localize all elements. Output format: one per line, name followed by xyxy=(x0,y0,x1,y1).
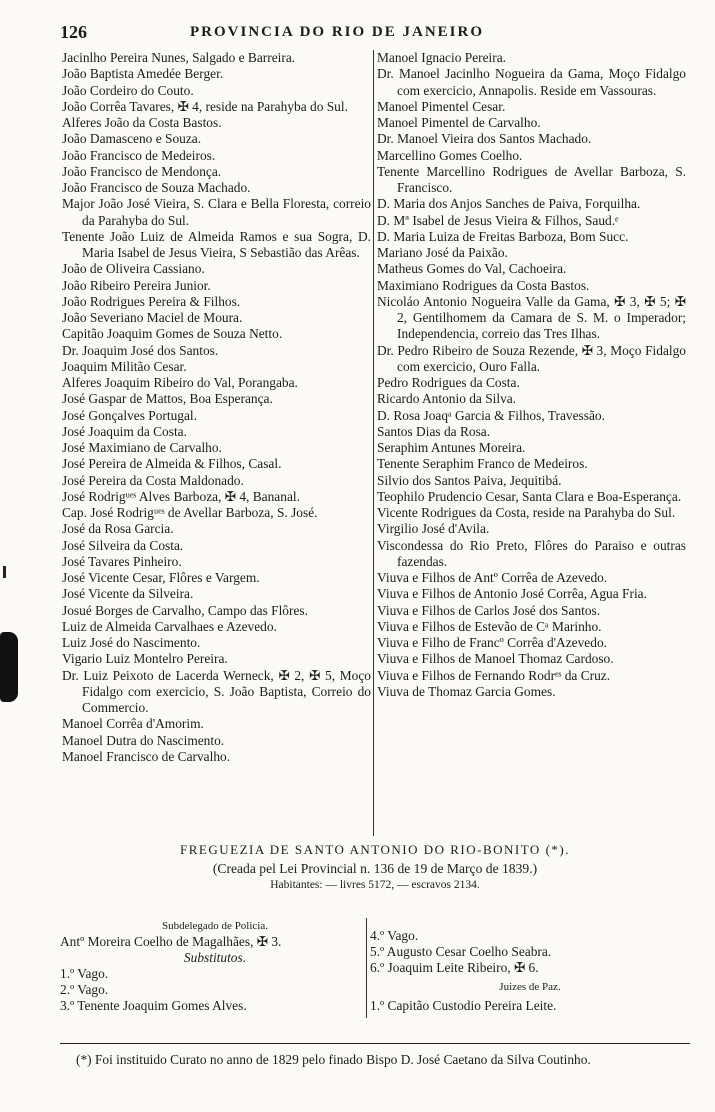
column-divider xyxy=(373,50,374,836)
list-item: José Joaquim da Costa. xyxy=(62,423,187,439)
list-item: 2.º Vago. xyxy=(60,982,109,997)
list-item: 1.º Vago. xyxy=(60,966,109,981)
list-item: Dr. Pedro Ribeiro de Souza Rezende, ✠ 3, Moço Fidalgo com exercicio, Ouro Falla. xyxy=(377,342,686,374)
page-header xyxy=(60,22,690,44)
list-item: João Francisco de Souza Machado. xyxy=(62,180,251,195)
list-item: Manoel Pimentel Cesar. xyxy=(377,98,506,114)
list-item: Dr. Manoel Jacinlho Nogueira da Gama, Moço Fidalgo com exercicio, Annapolis. Reside em Vassouras. xyxy=(377,66,686,98)
list-item: Mariano José da Paixão. xyxy=(377,245,508,260)
list-item: D. Maria Luiza de Freitas Barboza, Bom Succ. xyxy=(377,228,629,244)
list-item: D. Rosa Joaqᵃ Garcia & Filhos, Travessão. xyxy=(377,407,605,423)
list-item: Viuva e Filhos de Carlos José dos Santos. xyxy=(377,602,601,618)
list-item: 3.º Tenente Joaquim Gomes Alves. xyxy=(60,998,247,1013)
list-item: Viuva e Filhos de Antonio José Corrêa, Agua Fria. xyxy=(377,586,647,602)
list-item: Luiz de Almeida Carvalhaes e Azevedo. xyxy=(62,618,277,634)
list-item: Manoel Francisco de Carvalho. xyxy=(62,748,231,764)
list-item: Alferes Joaquim Ribeiro do Val, Porangaba. xyxy=(62,375,298,390)
list-item: Ricardo Antonio da Silva. xyxy=(377,391,517,407)
right-column xyxy=(377,50,686,700)
list-item: João Severiano Maciel de Moura. xyxy=(62,310,243,325)
list-item: 1.º Capitão Custodio Pereira Leite. xyxy=(370,998,557,1013)
list-item: Viuva de Thomaz Garcia Gomes. xyxy=(377,683,556,699)
list-item: Cap. José Rodrigᵘᵉˢ de Avellar Barboza, S. José. xyxy=(62,505,318,520)
list-item: Vigario Luiz Montelro Pereira. xyxy=(62,651,228,667)
list-item: Luiz José do Nascimento. xyxy=(62,635,201,650)
list-item: João Damasceno e Souza. xyxy=(62,131,202,147)
binding-shadow xyxy=(0,632,18,702)
footnote-rule xyxy=(60,1043,690,1044)
footnote: (*) Foi instituido Curato no anno de 1829 pelo finado Bispo D. José Caetano da Silva Coutinho. xyxy=(76,1052,591,1067)
list-item: Seraphim Antunes Moreira. xyxy=(377,440,526,455)
subdelegado-heading: Subdelegado de Policia. xyxy=(161,920,268,932)
list-item: Tenente Marcellino Rodrigues de Avellar Barboza, S. Francisco. xyxy=(377,163,686,195)
list-item: José Pereira de Almeida & Filhos, Casal. xyxy=(62,456,282,472)
list-item: Manoel Dutra do Nascimento. xyxy=(62,732,225,748)
list-item: Silvio dos Santos Paiva, Jequitibá. xyxy=(377,472,562,488)
list-item: Manoel Ignacio Pereira. xyxy=(377,50,507,65)
list-item: José Tavares Pinheiro. xyxy=(62,553,182,569)
list-item: 4.º Vago. xyxy=(370,928,419,943)
list-item: Maximiano Rodrigues da Costa Bastos. xyxy=(377,277,590,293)
list-item: José Gaspar de Mattos, Boa Esperança. xyxy=(62,391,273,407)
officials-left xyxy=(60,918,370,1014)
left-column xyxy=(62,50,371,765)
list-item: José Vicente Cesar, Flôres e Vargem. xyxy=(62,570,260,585)
list-item: João de Oliveira Cassiano. xyxy=(62,261,205,277)
list-item: Josué Borges de Carvalho, Campo das Flôres. xyxy=(62,602,308,618)
list-item: Viuva e Filhos de Estevão de Cᵃ Marinho. xyxy=(377,618,602,634)
list-item: Alferes João da Costa Bastos. xyxy=(62,115,222,130)
section-header xyxy=(60,842,690,891)
list-item: José Rodrigᵘᵉˢ Alves Barboza, ✠ 4, Bananal. xyxy=(62,488,300,504)
list-item: José Gonçalves Portugal. xyxy=(62,407,197,423)
list-item: Dr. Joaquim José dos Santos. xyxy=(62,342,219,358)
list-item: João Corrêa Tavares, ✠ 4, reside na Parahyba do Sul. xyxy=(62,98,348,114)
list-item: Matheus Gomes do Val, Cachoeira. xyxy=(377,261,567,277)
list-item: Santos Dias da Rosa. xyxy=(377,423,491,439)
list-item: Virgilio José d'Avila. xyxy=(377,521,490,537)
list-item: Marcellino Gomes Coelho. xyxy=(377,147,523,163)
list-item: Pedro Rodrigues da Costa. xyxy=(377,375,520,390)
list-item: João Ribeiro Pereira Junior. xyxy=(62,277,211,293)
officials-right xyxy=(370,918,690,1014)
list-item: Teophilo Prudencio Cesar, Santa Clara e Boa-Esperança. xyxy=(377,488,682,504)
list-item: D. Maria dos Anjos Sanches de Paiva, Forquilha. xyxy=(377,196,641,212)
margin-mark xyxy=(3,566,6,578)
list-item: Viuva e Filho de Francº Corrêa d'Azevedo. xyxy=(377,635,607,650)
list-item: Major João José Vieira, S. Clara e Bella Floresta, correio da Parahyba do Sul. xyxy=(62,196,371,228)
list-item: José Pereira da Costa Maldonado. xyxy=(62,472,244,488)
section-inhabitants: Habitantes: — livres 5172, — escravos 2134. xyxy=(270,879,480,891)
list-item: João Rodrigues Pereira & Filhos. xyxy=(62,293,241,309)
list-item: João Francisco de Mendonça. xyxy=(62,163,222,179)
list-item: Viuva e Filhos de Antº Corrêa de Azevedo. xyxy=(377,570,608,585)
officials-divider xyxy=(366,918,367,1018)
list-item: Capitão Joaquim Gomes de Souza Netto. xyxy=(62,326,283,342)
list-item: Viuva e Filhos de Fernando Rodrᵉˢ da Cruz. xyxy=(377,667,611,683)
list-item: D. Mª Isabel de Jesus Vieira & Filhos, Saud.ᵉ xyxy=(377,212,619,228)
subdelegado-entry: Antº Moreira Coelho de Magalhães, ✠ 3. xyxy=(60,934,282,949)
substitutos-heading: Substitutos. xyxy=(183,950,247,965)
list-item: Tenente João Luiz de Almeida Ramos e sua Sogra, D. Maria Isabel de Jesus Vieira, S Sebastião das Arêas. xyxy=(62,228,371,260)
list-item: Vicente Rodrigues da Costa, reside na Parahyba do Sul. xyxy=(377,505,676,520)
list-item: Dr. Luiz Peixoto de Lacerda Werneck, ✠ 2, ✠ 5, Moço Fidalgo com exercicio, S. João Baptista, Correio do Commercio. xyxy=(62,667,371,715)
list-item: José Maximiano de Carvalho. xyxy=(62,440,222,455)
list-item: João Francisco de Medeiros. xyxy=(62,147,216,163)
list-item: João Baptista Amedée Berger. xyxy=(62,66,224,82)
list-item: José Silveira da Costa. xyxy=(62,537,184,553)
page-number: 126 xyxy=(60,22,87,42)
running-title: PROVINCIA DO RIO DE JANEIRO xyxy=(190,24,485,40)
list-item: Manoel Pimentel de Carvalho. xyxy=(377,115,541,130)
list-item: 6.º Joaquim Leite Ribeiro, ✠ 6. xyxy=(370,960,539,975)
section-subtitle: (Creada pel Lei Provincial n. 136 de 19 de Março de 1839.) xyxy=(212,861,538,876)
list-item: Nicoláo Antonio Nogueira Valle da Gama, ✠ 3, ✠ 5; ✠ 2, Gentilhomem da Camara de S. M. o Imperador; Independencia, correio das Tres Ilhas. xyxy=(377,293,686,342)
list-item: Viscondessa do Rio Preto, Flôres do Paraiso e outras fazendas. xyxy=(377,537,686,569)
list-item: Viuva e Filhos de Manoel Thomaz Cardoso. xyxy=(377,651,614,667)
list-item: Jacinlho Pereira Nunes, Salgado e Barreira. xyxy=(62,50,296,65)
list-item: Tenente Seraphim Franco de Medeiros. xyxy=(377,456,588,472)
list-item: Manoel Corrêa d'Amorim. xyxy=(62,716,204,732)
list-item: José Vicente da Silveira. xyxy=(62,586,194,602)
list-item: João Cordeiro do Couto. xyxy=(62,82,194,98)
list-item: Dr. Manoel Vieira dos Santos Machado. xyxy=(377,131,592,147)
section-title: FREGUEZIA DE SANTO ANTONIO DO RIO-BONITO (*). xyxy=(180,842,570,857)
juizes-heading: Juizes de Paz. xyxy=(499,981,561,993)
list-item: Joaquim Militão Cesar. xyxy=(62,358,187,374)
list-item: 5.º Augusto Cesar Coelho Seabra. xyxy=(370,944,552,959)
list-item: José da Rosa Garcia. xyxy=(62,521,174,537)
